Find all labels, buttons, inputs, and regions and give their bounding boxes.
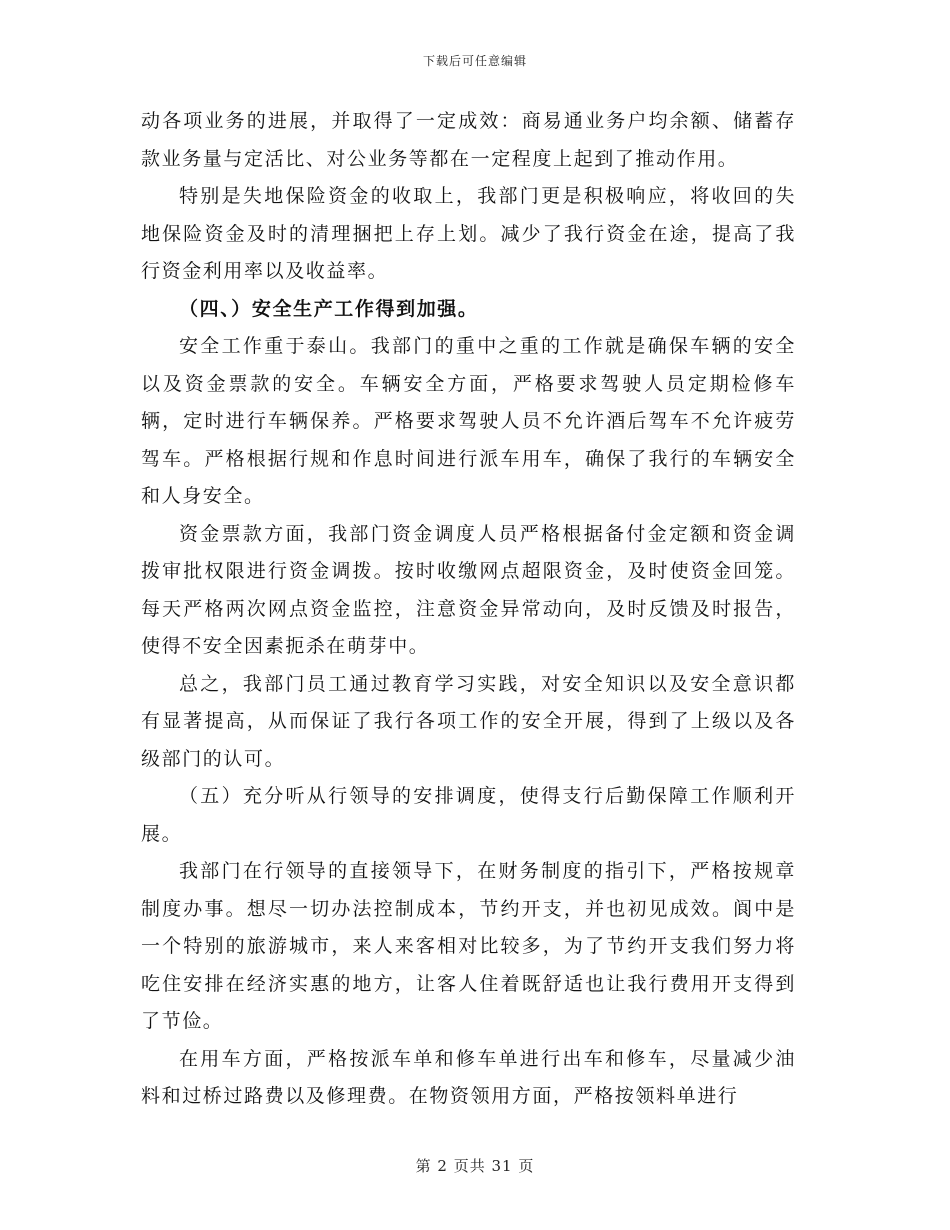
paragraph-vehicle-safety: 安全工作重于泰山。我部门的重中之重的工作就是确保车辆的安全以及资金票款的安全。车辆安全方面，严格要求驾驶人员定期检修车辆，定时进行车辆保养。严格要求驾驶人员不允许酒后驾车不允许疲劳驾车。严格根据行规和作息时间进行派车用车，确保了我行的车辆安全和人身安全。 bbox=[141, 335, 796, 507]
paragraph-summary: 总之，我部门员工通过教育学习实践，对安全知识以及安全意识都有显著提高，从而保证了我行各项工作的安全开展，得到了上级以及各级部门的认可。 bbox=[141, 672, 796, 770]
section-heading-4: （四、）安全生产工作得到加强。 bbox=[179, 297, 479, 320]
header-note: 下载后可任意编辑 bbox=[422, 54, 527, 68]
paragraph-fund-safety: 资金票款方面，我部门资金调度人员严格根据备付金定额和资金调拨审批权限进行资金调拨。按时收缴网点超限资金，及时使资金回笼。每天严格两次网点资金监控，注意资金异常动向，及时反馈及时报告，使得不安全因素扼杀在萌芽中。 bbox=[141, 522, 796, 657]
paragraph-cost-control: 我部门在行领导的直接领导下，在财务制度的指引下，严格按规章制度办事。想尽一切办法控制成本，节约开支，并也初见成效。阆中是一个特别的旅游城市，来人来客相对比较多，为了节约开支我们努力将吃住安排在经济实惠的地方，让客人住着既舒适也让我行费用开支得到了节俭。 bbox=[141, 860, 796, 1032]
paragraph-2: 特别是失地保险资金的收取上，我部门更是积极响应，将收回的失地保险资金及时的清理捆把上存上划。减少了我行资金在途，提高了我行资金利用率以及收益率。 bbox=[141, 185, 796, 282]
section-heading-5: （五）充分听从行领导的安排调度，使得支行后勤保障工作顺利开展。 bbox=[141, 785, 796, 845]
page-number: 第 2 页共 31 页 bbox=[415, 1157, 535, 1175]
paragraph-1: 动各项业务的进展，并取得了一定成效：商易通业务户均余额、储蓄存款业务量与定活比、对公业务等都在一定程度上起到了推动作用。 bbox=[141, 110, 796, 170]
paragraph-vehicle-use: 在用车方面，严格按派车单和修车单进行出车和修车，尽量减少油料和过桥过路费以及修理费。在物资领用方面，严格按领料单进行 bbox=[141, 1047, 796, 1107]
document-body bbox=[141, 103, 796, 1116]
